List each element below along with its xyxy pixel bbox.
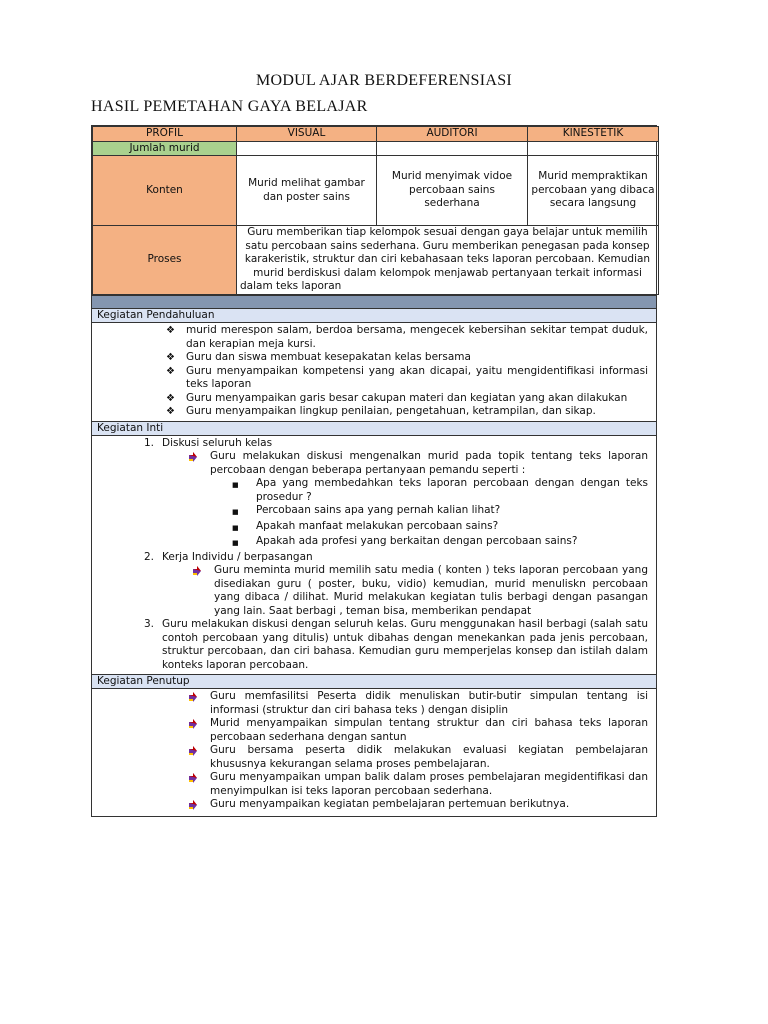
arrow-bullet-icon [188, 450, 210, 465]
list-item: Guru bersama peserta didik melakukan evaluasi kegiatan pembelajaran khususnya kekurangan selama proses pembelajaran. [92, 744, 648, 771]
list-item: ❖ Guru menyampaikan lingkup penilaian, pengetahuan, ketrampilan, dan sikap. [166, 405, 596, 417]
header-profil: PROFIL [93, 127, 237, 142]
section-penutup-title: Kegiatan Penutup [92, 674, 656, 689]
list-item: ■ Apa yang membedahkan teks laporan percobaan dengan dengan teks prosedur ? [232, 477, 648, 503]
profile-table [92, 126, 659, 295]
proses-row [93, 226, 659, 295]
list-item: ■ Percobaan sains apa yang pernah kalian lihat? [92, 504, 648, 520]
list-item: ■ Apakah manfaat melakukan percobaan sains? [92, 520, 648, 536]
arrow-bullet-icon [188, 717, 210, 732]
document-title: MODUL AJAR BERDEFERENSIASI [255, 72, 513, 89]
section-inti-title: Kegiatan Inti [92, 421, 656, 436]
four-diamond-bullet-icon: ❖ [166, 392, 175, 404]
header-visual: VISUAL [237, 127, 377, 142]
konten-label: Konten [93, 156, 237, 226]
arrow-bullet-icon [188, 744, 210, 759]
list-item: Murid menyampaikan simpulan tentang struktur dan ciri bahasa teks laporan percobaan sederhana dengan santun [92, 717, 648, 744]
jumlah-murid-label: Jumlah murid [93, 141, 237, 156]
jumlah-visual-cell [237, 141, 377, 156]
list-item: Guru menyampaikan kegiatan pembelajaran pertemuan berikutnya. [92, 798, 648, 813]
jumlah-row [93, 141, 659, 156]
proses-label: Proses [93, 226, 237, 295]
four-diamond-bullet-icon: ❖ [166, 352, 175, 363]
section-pendahuluan-title: Kegiatan Pendahuluan [92, 308, 656, 323]
step-number: 3. [144, 618, 155, 630]
header-auditori: AUDITORI [377, 127, 528, 142]
four-diamond-bullet-icon: ❖ [166, 365, 175, 377]
square-bullet-icon: ■ [232, 508, 239, 516]
inti-step-1: 1. Diskusi seluruh kelas [144, 436, 273, 449]
konten-row [93, 156, 659, 226]
square-bullet-icon: ■ [232, 481, 239, 489]
list-item: ■ Apakah ada profesi yang berkaitan dengan percobaan sains? [92, 535, 648, 551]
step-number: 1. [144, 436, 155, 449]
arrow-bullet-icon [192, 564, 214, 579]
konten-kinestetik: Murid mempraktikan percobaan yang dibaca secara langsung [528, 156, 659, 226]
konten-auditori: Murid menyimak vidoe percobaan sains sederhana [377, 156, 528, 226]
document-subtitle: HASIL PEMETAHAN GAYA BELAJAR [91, 98, 368, 115]
square-bullet-icon: ■ [232, 523, 239, 532]
jumlah-auditori-cell [377, 141, 528, 156]
header-kinestetik: KINESTETIK [528, 127, 659, 142]
lesson-sheet [91, 125, 657, 817]
four-diamond-bullet-icon: ❖ [166, 325, 175, 336]
list-item: ❖ murid merespon salam, berdoa bersama, mengecek kebersihan sekitar tempat duduk, dan kerapian meja kursi. [166, 324, 648, 350]
inti-step-2: 2. Kerja Individu / berpasangan [144, 550, 313, 563]
list-item: Guru melakukan diskusi mengenalkan murid pada topik tentang teks laporan percobaan dengan beberapa pertanyaan pemandu seperti : [92, 450, 648, 477]
list-item: ❖ Guru menyampaikan garis besar cakupan materi dan kegiatan yang akan dilakukan [166, 391, 628, 404]
pendahuluan-list [92, 323, 656, 421]
four-diamond-bullet-icon: ❖ [166, 406, 175, 417]
inti-list [92, 436, 656, 675]
section-divider-bar [92, 295, 656, 308]
square-bullet-icon: ■ [232, 539, 239, 547]
konten-visual: Murid melihat gambar dan poster sains [237, 156, 377, 226]
inti-step-3: 3. Guru melakukan diskusi dengan seluruh kelas. Guru menggunakan hasil berbagi (salah satu contoh percobaan yang ditulis) untuk dibahas dengan menekankan pada jenis percobaan, struktur percobaan, dan ciri bahasa. Kemudian guru memperjelas konsep dan istilah dalam konteks laporan percobaan. [144, 618, 648, 671]
list-item: ❖ Guru dan siswa membuat kesepakatan kelas bersama [166, 351, 471, 363]
step-number: 2. [144, 550, 155, 563]
arrow-bullet-icon [188, 798, 210, 813]
list-item: Guru memfasilitsi Peserta didik menuliskan butir-butir simpulan tentang isi informasi (struktur dan ciri bahasa teks ) dengan disiplin [92, 690, 648, 717]
table-header-row [93, 127, 659, 142]
penutup-list [92, 689, 656, 816]
list-item: Guru menyampaikan umpan balik dalam proses pembelajaran megidentifikasi dan menyimpulkan isi teks laporan percobaan sederhana. [92, 771, 648, 798]
proses-text: Guru memberikan tiap kelompok sesuai dengan gaya belajar untuk memilih satu percobaan sains sederhana. Guru memberikan penegasan pada konsep karakeristik, struktur dan ciri kebahasaan teks laporan percobaan. Kemudian murid berdiskusi dalam kelompok menjawab pertanyaan terkait informasi dalam teks laporan [237, 226, 659, 295]
jumlah-kinestetik-cell [528, 141, 659, 156]
list-item: Guru meminta murid memilih satu media ( konten ) teks laporan percobaan yang disediakan guru ( poster, buku, vidio) kemudian, murid menuliskn percobaan yang dibaca / dilihat. Murid melakukan kegiatan tulis berbagi dengan pasangan yang lain. Saat berbagi , teman bisa, memberikan pendapat [92, 564, 648, 618]
arrow-bullet-icon [188, 771, 210, 786]
arrow-bullet-icon [188, 690, 210, 705]
list-item: ❖ Guru menyampaikan kompetensi yang akan dicapai, yaitu mengidentifikasi informasi teks laporan [166, 364, 648, 390]
